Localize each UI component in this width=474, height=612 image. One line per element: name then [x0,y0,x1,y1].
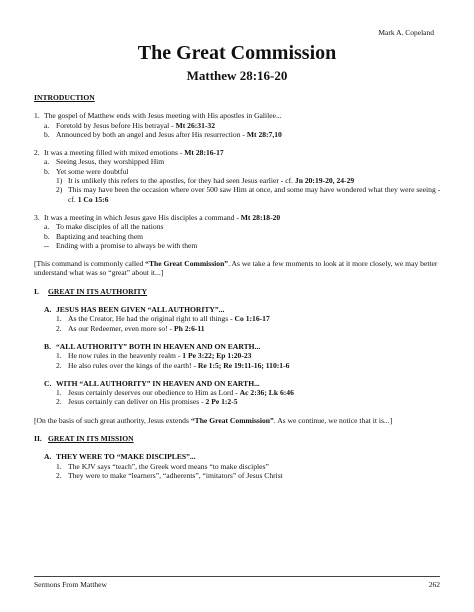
section-1-transition: [On the basis of such great authority, Jesus extends “The Great Commission”. As we continue, we notice that it is...] [34,415,393,425]
section-2a-point-1: 1. The KJV says “teach”, the Greek word means “to make disciples” [56,461,269,471]
page-subtitle: Matthew 28:16-20 [186,68,288,83]
intro-point-2a: a. Seeing Jesus, they worshipped Him [44,157,165,167]
page-number: 262 [428,580,440,589]
intro-point-2b1: 1) It is unlikely this refers to the apostles, for they had seen Jesus earlier - cf. Jn 20:19-20, 24-29 [56,176,355,186]
footer-divider [34,576,440,577]
section-1b-point-1: 1. He now rules in the heavenly realm - 1 Pe 3:22; Ep 1:20-23 [56,351,252,361]
section-1c-point-2: 2. Jesus certainly can deliver on His promises - 2 Pe 1:2-5 [56,397,238,407]
section-1a-point-2: 2. As our Redeemer, even more so! - Ph 2:6-11 [56,323,205,333]
footer-book-title: Sermons From Matthew [34,580,107,589]
intro-point-2b: b. Yet some were doubtful [44,166,129,176]
section-2a-point-2: 2. They were to make “learners”, “adherents”, “imitators” of Jesus Christ [56,470,283,480]
section-1c-point-1: 1. Jesus certainly deserves our obedience to Him as Lord - Ac 2:36; Lk 6:46 [56,388,294,398]
intro-point-2b2: 2) This may have been the occasion where over 500 saw Him at once, and some may have wondered what they were seeing - cf. 1 Co 15:6 [56,185,441,204]
intro-point-2: 2. It was a meeting filled with mixed emotions - Mt 28:16-17 [34,148,224,158]
section-2-heading: II. GREAT IN ITS MISSION [34,434,134,444]
intro-point-3: 3. It was a meeting in which Jesus gave His disciples a command - Mt 28:18-20 [34,212,281,222]
section-1a-heading: A. JESUS HAS BEEN GIVEN “ALL AUTHORITY”... [44,305,225,315]
section-2a-heading: A. THEY WERE TO “MAKE DISCIPLES”... [44,452,196,462]
section-1b-point-2: 2. He also rules over the kings of the earth! - Re 1:5; Re 19:11-16; 110:1-6 [56,360,290,370]
intro-point-3b: b. Baptizing and teaching them [44,231,144,241]
section-1c-heading: C. WITH “ALL AUTHORITY” IN HEAVEN AND ON EARTH... [44,378,260,388]
section-1a-point-1: 1. As the Creator, He had the original right to all things - Co 1:16-17 [56,314,270,324]
intro-transition: [This command is commonly called “The Great Commission”. As we take a few moments to look at it more closely, we may better understand what was so “great” about it...] [34,259,438,278]
intro-point-1b: b. Announced by both an angel and Jesus after His resurrection - Mt 28:7,10 [44,129,282,139]
sermon-outline [34,93,442,480]
page-title: The Great Commission [137,42,337,64]
intro-point-3a: a. To make disciples of all the nations [44,222,164,232]
intro-point-1: 1. The gospel of Matthew ends with Jesus meeting with His apostles in Galilee... [34,111,282,121]
intro-point-3c: -- Ending with a promise to always be with them [44,240,198,250]
intro-heading: INTRODUCTION [34,93,95,102]
author-name: Mark A. Copeland [378,28,434,37]
intro-point-1a: a. Foretold by Jesus before His betrayal - Mt 26:31-32 [44,120,216,130]
section-1b-heading: B. “ALL AUTHORITY” BOTH IN HEAVEN AND ON EARTH... [44,341,261,351]
section-1-heading: I. GREAT IN ITS AUTHORITY [34,286,148,296]
